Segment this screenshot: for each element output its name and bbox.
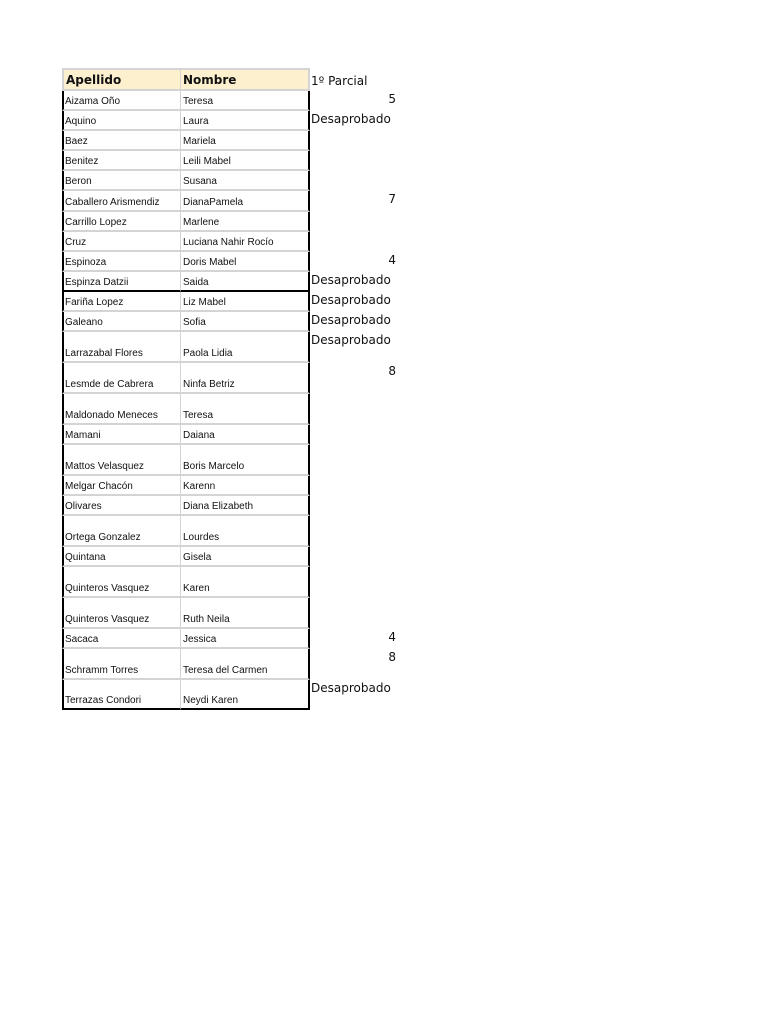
cell-nombre[interactable]: Karen bbox=[181, 567, 310, 598]
table-row bbox=[62, 363, 402, 394]
cell-parcial[interactable]: Desaprobado bbox=[311, 293, 391, 307]
cell-apellido[interactable]: Lesmde de Cabrera bbox=[62, 363, 181, 394]
cell-parcial[interactable] bbox=[310, 131, 396, 151]
cell-nombre[interactable]: Mariela bbox=[181, 131, 310, 151]
table-row bbox=[62, 151, 402, 171]
table-row bbox=[62, 292, 402, 312]
header-apellido[interactable]: Apellido bbox=[62, 68, 181, 91]
cell-nombre[interactable]: Neydi Karen bbox=[181, 680, 310, 710]
spreadsheet bbox=[62, 68, 402, 710]
cell-apellido[interactable]: Espinza Datzii bbox=[62, 272, 181, 292]
table-row bbox=[62, 91, 402, 111]
table-row bbox=[62, 598, 402, 629]
cell-apellido[interactable]: Melgar Chacón bbox=[62, 476, 181, 496]
cell-nombre[interactable]: Boris Marcelo bbox=[181, 445, 310, 476]
cell-nombre[interactable]: Liz Mabel bbox=[181, 292, 310, 312]
cell-nombre[interactable]: Gisela bbox=[181, 547, 310, 567]
cell-parcial[interactable]: Desaprobado bbox=[311, 112, 391, 126]
cell-nombre[interactable]: Paola Lidia bbox=[181, 332, 310, 363]
cell-parcial[interactable] bbox=[310, 232, 396, 252]
table-row bbox=[62, 312, 402, 332]
table-row bbox=[62, 212, 402, 232]
table-row bbox=[62, 476, 402, 496]
cell-parcial[interactable] bbox=[310, 394, 396, 425]
table-row bbox=[62, 547, 402, 567]
table-row bbox=[62, 272, 402, 292]
cell-nombre[interactable]: Ruth Neila bbox=[181, 598, 310, 629]
cell-parcial[interactable] bbox=[310, 445, 396, 476]
table-row bbox=[62, 496, 402, 516]
table-row bbox=[62, 252, 402, 272]
cell-nombre[interactable]: Karenn bbox=[181, 476, 310, 496]
cell-apellido[interactable]: Ortega Gonzalez bbox=[62, 516, 181, 547]
cell-apellido[interactable]: Sacaca bbox=[62, 629, 181, 649]
table-row bbox=[62, 332, 402, 363]
cell-parcial[interactable]: 7 bbox=[388, 192, 396, 206]
cell-apellido[interactable]: Quintana bbox=[62, 547, 181, 567]
cell-parcial[interactable]: Desaprobado bbox=[311, 313, 391, 327]
table-row bbox=[62, 629, 402, 649]
table-row bbox=[62, 445, 402, 476]
cell-apellido[interactable]: Espinoza bbox=[62, 252, 181, 272]
table-row bbox=[62, 425, 402, 445]
table-row bbox=[62, 680, 402, 710]
cell-parcial[interactable] bbox=[310, 516, 396, 547]
table-row bbox=[62, 649, 402, 680]
cell-nombre[interactable]: Teresa bbox=[181, 394, 310, 425]
cell-parcial[interactable]: Desaprobado bbox=[311, 333, 391, 347]
cell-nombre[interactable]: Doris Mabel bbox=[181, 252, 310, 272]
cell-apellido[interactable]: Maldonado Meneces bbox=[62, 394, 181, 425]
cell-parcial[interactable]: 4 bbox=[388, 253, 396, 267]
cell-nombre[interactable]: Ninfa Betriz bbox=[181, 363, 310, 394]
cell-nombre[interactable]: Marlene bbox=[181, 212, 310, 232]
cell-nombre[interactable]: Daiana bbox=[181, 425, 310, 445]
cell-apellido[interactable]: Carrillo Lopez bbox=[62, 212, 181, 232]
table-row bbox=[62, 516, 402, 547]
cell-apellido[interactable]: Mattos Velasquez bbox=[62, 445, 181, 476]
cell-apellido[interactable]: Baez bbox=[62, 131, 181, 151]
cell-apellido[interactable]: Olivares bbox=[62, 496, 181, 516]
cell-apellido[interactable]: Aizama Oño bbox=[62, 91, 181, 111]
cell-nombre[interactable]: Teresa del Carmen bbox=[181, 649, 310, 680]
cell-nombre[interactable]: DianaPamela bbox=[181, 191, 310, 212]
cell-nombre[interactable]: Lourdes bbox=[181, 516, 310, 547]
cell-nombre[interactable]: Leili Mabel bbox=[181, 151, 310, 171]
table-body bbox=[62, 91, 402, 710]
cell-nombre[interactable]: Susana bbox=[181, 171, 310, 191]
cell-apellido[interactable]: Larrazabal Flores bbox=[62, 332, 181, 363]
cell-apellido[interactable]: Mamani bbox=[62, 425, 181, 445]
cell-parcial[interactable]: Desaprobado bbox=[311, 681, 391, 695]
cell-parcial[interactable] bbox=[310, 547, 396, 567]
cell-parcial[interactable] bbox=[310, 598, 396, 629]
cell-parcial[interactable]: 5 bbox=[388, 92, 396, 106]
cell-parcial[interactable] bbox=[310, 425, 396, 445]
cell-apellido[interactable]: Schramm Torres bbox=[62, 649, 181, 680]
cell-apellido[interactable]: Terrazas Condori bbox=[62, 680, 181, 710]
cell-apellido[interactable]: Cruz bbox=[62, 232, 181, 252]
cell-parcial[interactable] bbox=[310, 496, 396, 516]
cell-apellido[interactable]: Aquino bbox=[62, 111, 181, 131]
table-row bbox=[62, 191, 402, 212]
table-row bbox=[62, 567, 402, 598]
cell-apellido[interactable]: Beron bbox=[62, 171, 181, 191]
cell-apellido[interactable]: Caballero Arismendiz bbox=[62, 191, 181, 212]
cell-apellido[interactable]: Benitez bbox=[62, 151, 181, 171]
cell-parcial[interactable] bbox=[310, 171, 396, 191]
cell-nombre[interactable]: Diana Elizabeth bbox=[181, 496, 310, 516]
header-row bbox=[62, 68, 402, 91]
cell-parcial[interactable] bbox=[310, 567, 396, 598]
table-row bbox=[62, 171, 402, 191]
cell-parcial[interactable]: Desaprobado bbox=[311, 273, 391, 287]
cell-nombre[interactable]: Teresa bbox=[181, 91, 310, 111]
cell-apellido[interactable]: Fariña Lopez bbox=[62, 292, 181, 312]
cell-nombre[interactable]: Luciana Nahir Rocío bbox=[181, 232, 310, 252]
cell-parcial[interactable] bbox=[310, 476, 396, 496]
cell-parcial[interactable]: 4 bbox=[388, 630, 396, 644]
cell-apellido[interactable]: Quinteros Vasquez bbox=[62, 567, 181, 598]
cell-nombre[interactable]: Laura bbox=[181, 111, 310, 131]
cell-apellido[interactable]: Quinteros Vasquez bbox=[62, 598, 181, 629]
cell-parcial[interactable]: 8 bbox=[388, 650, 396, 664]
table-row bbox=[62, 394, 402, 425]
header-nombre[interactable]: Nombre bbox=[181, 68, 310, 91]
cell-nombre[interactable]: Saida bbox=[181, 272, 310, 292]
table-row bbox=[62, 232, 402, 252]
cell-parcial[interactable] bbox=[310, 212, 396, 232]
cell-parcial[interactable]: 8 bbox=[388, 364, 396, 378]
cell-parcial[interactable] bbox=[310, 151, 396, 171]
cell-apellido[interactable]: Galeano bbox=[62, 312, 181, 332]
cell-nombre[interactable]: Sofia bbox=[181, 312, 310, 332]
table-row bbox=[62, 131, 402, 151]
header-parcial[interactable]: 1º Parcial bbox=[311, 73, 368, 88]
cell-nombre[interactable]: Jessica bbox=[181, 629, 310, 649]
table-row bbox=[62, 111, 402, 131]
